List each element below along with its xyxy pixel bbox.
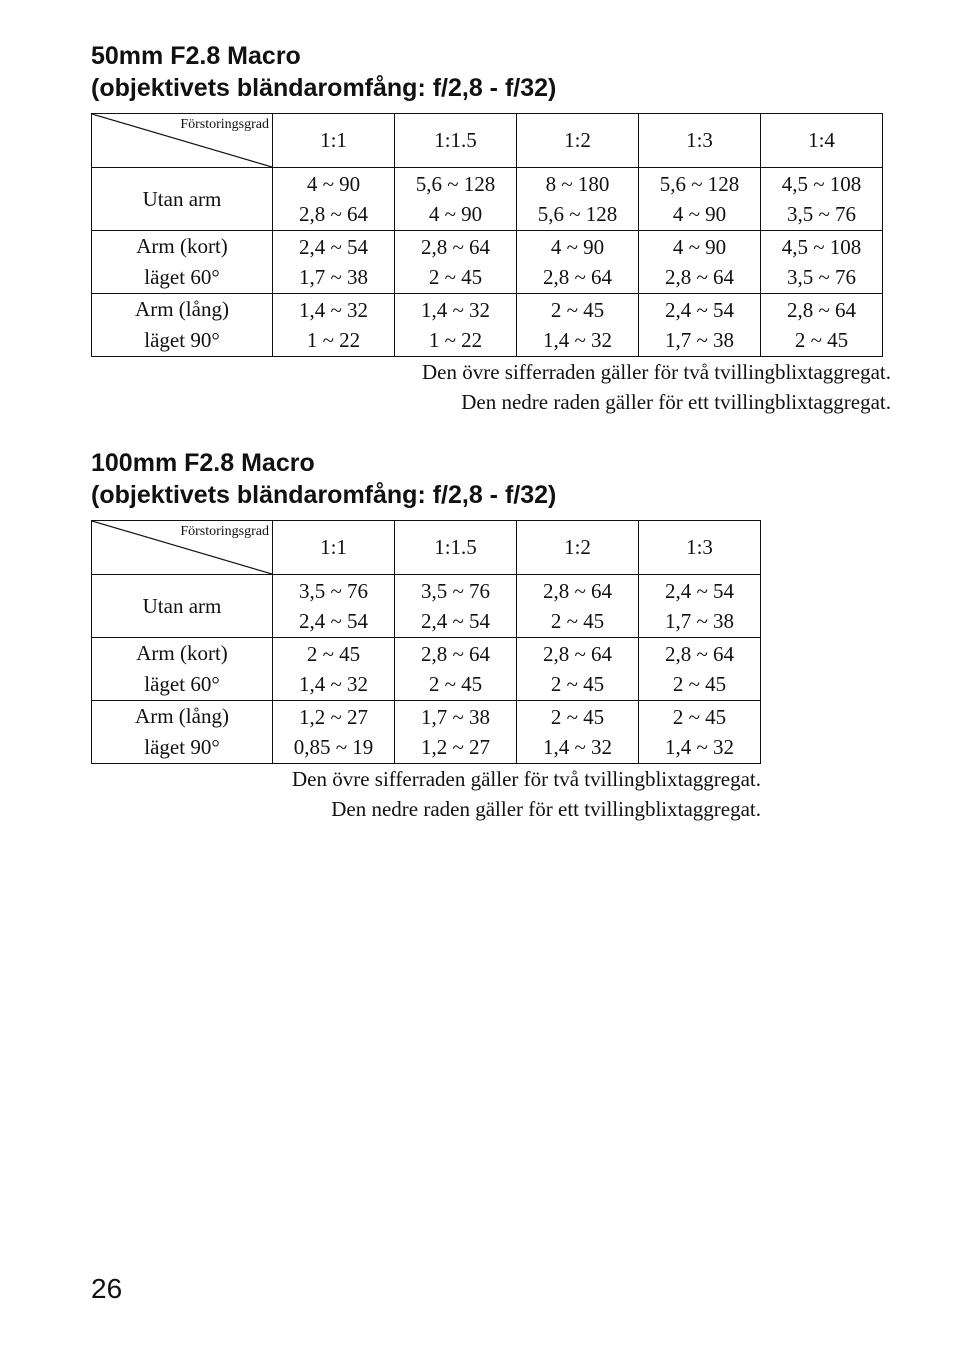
- table-cell: [517, 701, 639, 764]
- section-50mm: [91, 40, 891, 417]
- lower-value: 0,85 ~ 19: [293, 735, 374, 759]
- row-header: [92, 231, 273, 294]
- lower-value: 1,7 ~ 38: [664, 609, 735, 633]
- upper-value: 4,5 ~ 108: [781, 172, 862, 196]
- table-row: [92, 575, 761, 638]
- table-cell: [395, 168, 517, 231]
- title-line-1: 100mm F2.8 Macro: [91, 449, 315, 477]
- table-cell: [273, 294, 395, 357]
- lower-value: 1,4 ~ 32: [664, 735, 735, 759]
- table-cell: [639, 294, 761, 357]
- lower-value: 3,5 ~ 76: [786, 202, 857, 226]
- upper-value: 5,6 ~ 128: [415, 172, 496, 196]
- upper-value: 1,2 ~ 27: [298, 705, 369, 729]
- table-cell: [273, 701, 395, 764]
- header-row: [92, 114, 883, 168]
- table-cell: [395, 231, 517, 294]
- table-cell: [639, 638, 761, 701]
- table-cell: [273, 575, 395, 638]
- footnote-line-2: Den nedre raden gäller för ett tvillingblixtaggregat.: [461, 390, 891, 414]
- table-row: [92, 294, 883, 357]
- corner-cell: [92, 114, 273, 168]
- section-title: [91, 40, 891, 104]
- upper-value: 2,8 ~ 64: [420, 642, 491, 666]
- column-header: 1:3: [639, 521, 761, 575]
- lower-value: 1,4 ~ 32: [298, 672, 369, 696]
- upper-value: 2 ~ 45: [550, 705, 605, 729]
- row-header: [92, 701, 273, 764]
- lower-value: 2 ~ 45: [428, 265, 483, 289]
- lower-value: 2 ~ 45: [550, 609, 605, 633]
- table-row: [92, 701, 761, 764]
- lower-value: 2 ~ 45: [672, 672, 727, 696]
- lower-value: 2 ~ 45: [794, 328, 849, 352]
- lower-value: 5,6 ~ 128: [537, 202, 618, 226]
- lower-value: 1,2 ~ 27: [420, 735, 491, 759]
- lower-value: 2,4 ~ 54: [420, 609, 491, 633]
- table-cell: [395, 294, 517, 357]
- table-cell: [395, 701, 517, 764]
- row-label-line-2: läget 90°: [144, 735, 220, 759]
- lower-value: 1,7 ~ 38: [298, 265, 369, 289]
- column-header: 1:2: [517, 521, 639, 575]
- row-header: [92, 294, 273, 357]
- table-cell: [517, 638, 639, 701]
- title-line-1: 50mm F2.8 Macro: [91, 42, 301, 70]
- row-label-line-2: läget 60°: [144, 265, 220, 289]
- upper-value: 2,8 ~ 64: [664, 642, 735, 666]
- table-cell: [639, 701, 761, 764]
- lower-value: 4 ~ 90: [428, 202, 483, 226]
- lower-value: 2 ~ 45: [550, 672, 605, 696]
- magnification-label: Förstoringsgrad: [180, 117, 269, 132]
- footnote: [91, 764, 761, 824]
- lower-value: 4 ~ 90: [672, 202, 727, 226]
- table-cell: [639, 168, 761, 231]
- lower-value: 1 ~ 22: [306, 328, 361, 352]
- table-cell: [517, 294, 639, 357]
- header-row: [92, 521, 761, 575]
- table-cell: [273, 231, 395, 294]
- title-line-2: (objektivets bländaromfång: f/2,8 - f/32): [91, 74, 557, 102]
- section-100mm: [91, 447, 765, 824]
- upper-value: 2,8 ~ 64: [420, 235, 491, 259]
- lower-value: 2 ~ 45: [428, 672, 483, 696]
- column-header: 1:1.5: [395, 114, 517, 168]
- upper-value: 2,8 ~ 64: [542, 579, 613, 603]
- column-header: 1:4: [761, 114, 883, 168]
- lower-value: 1 ~ 22: [428, 328, 483, 352]
- table-cell: [517, 231, 639, 294]
- column-header: 1:1: [273, 521, 395, 575]
- upper-value: 2,4 ~ 54: [664, 298, 735, 322]
- footnote-line-1: Den övre sifferraden gäller för två tvillingblixtaggregat.: [421, 360, 891, 384]
- upper-value: 4,5 ~ 108: [781, 235, 862, 259]
- lower-value: 2,8 ~ 64: [298, 202, 369, 226]
- lower-value: 1,7 ~ 38: [664, 328, 735, 352]
- lower-value: 2,8 ~ 64: [542, 265, 613, 289]
- upper-value: 3,5 ~ 76: [298, 579, 369, 603]
- lower-value: 1,4 ~ 32: [542, 328, 613, 352]
- lower-value: 1,4 ~ 32: [542, 735, 613, 759]
- aperture-table: [91, 520, 761, 764]
- table-cell: [761, 294, 883, 357]
- upper-value: 1,4 ~ 32: [420, 298, 491, 322]
- column-header: 1:1.5: [395, 521, 517, 575]
- row-label-line-1: Arm (lång): [135, 297, 229, 321]
- column-header: 1:1: [273, 114, 395, 168]
- upper-value: 1,7 ~ 38: [420, 705, 491, 729]
- upper-value: 5,6 ~ 128: [659, 172, 740, 196]
- table-cell: [639, 231, 761, 294]
- upper-value: 1,4 ~ 32: [298, 298, 369, 322]
- column-header: 1:3: [639, 114, 761, 168]
- table-cell: [273, 168, 395, 231]
- row-label-line-1: Arm (lång): [135, 704, 229, 728]
- table-cell: [395, 638, 517, 701]
- upper-value: 2 ~ 45: [306, 642, 361, 666]
- table-cell: [273, 638, 395, 701]
- lower-value: 2,4 ~ 54: [298, 609, 369, 633]
- upper-value: 4 ~ 90: [672, 235, 727, 259]
- upper-value: 2 ~ 45: [672, 705, 727, 729]
- upper-value: 8 ~ 180: [545, 172, 610, 196]
- row-label-line-1: Arm (kort): [136, 641, 228, 665]
- aperture-table: [91, 113, 883, 357]
- magnification-label: Förstoringsgrad: [180, 524, 269, 539]
- upper-value: 2,8 ~ 64: [542, 642, 613, 666]
- lower-value: 2,8 ~ 64: [664, 265, 735, 289]
- section-title: [91, 447, 765, 511]
- row-header: [92, 638, 273, 701]
- upper-value: 3,5 ~ 76: [420, 579, 491, 603]
- lower-value: 3,5 ~ 76: [786, 265, 857, 289]
- table-cell: [517, 168, 639, 231]
- upper-value: 2,8 ~ 64: [786, 298, 857, 322]
- table-row: [92, 168, 883, 231]
- corner-cell: [92, 521, 273, 575]
- table-row: [92, 638, 761, 701]
- upper-value: 2,4 ~ 54: [664, 579, 735, 603]
- row-label-line-2: läget 90°: [144, 328, 220, 352]
- table-row: [92, 231, 883, 294]
- table-cell: [517, 575, 639, 638]
- column-header: 1:2: [517, 114, 639, 168]
- page-number: 26: [91, 1273, 123, 1304]
- upper-value: 4 ~ 90: [550, 235, 605, 259]
- row-header: Utan arm: [92, 168, 273, 231]
- footnote-line-1: Den övre sifferraden gäller för två tvillingblixtaggregat.: [291, 767, 761, 791]
- footnote-line-2: Den nedre raden gäller för ett tvillingblixtaggregat.: [331, 797, 761, 821]
- upper-value: 2,4 ~ 54: [298, 235, 369, 259]
- row-header: Utan arm: [92, 575, 273, 638]
- table-cell: [761, 231, 883, 294]
- upper-value: 4 ~ 90: [306, 172, 361, 196]
- table-cell: [761, 168, 883, 231]
- row-label-line-1: Arm (kort): [136, 234, 228, 258]
- title-line-2: (objektivets bländaromfång: f/2,8 - f/32): [91, 481, 557, 509]
- row-label-line-2: läget 60°: [144, 672, 220, 696]
- table-cell: [395, 575, 517, 638]
- table-cell: [639, 575, 761, 638]
- footnote: [91, 357, 891, 417]
- upper-value: 2 ~ 45: [550, 298, 605, 322]
